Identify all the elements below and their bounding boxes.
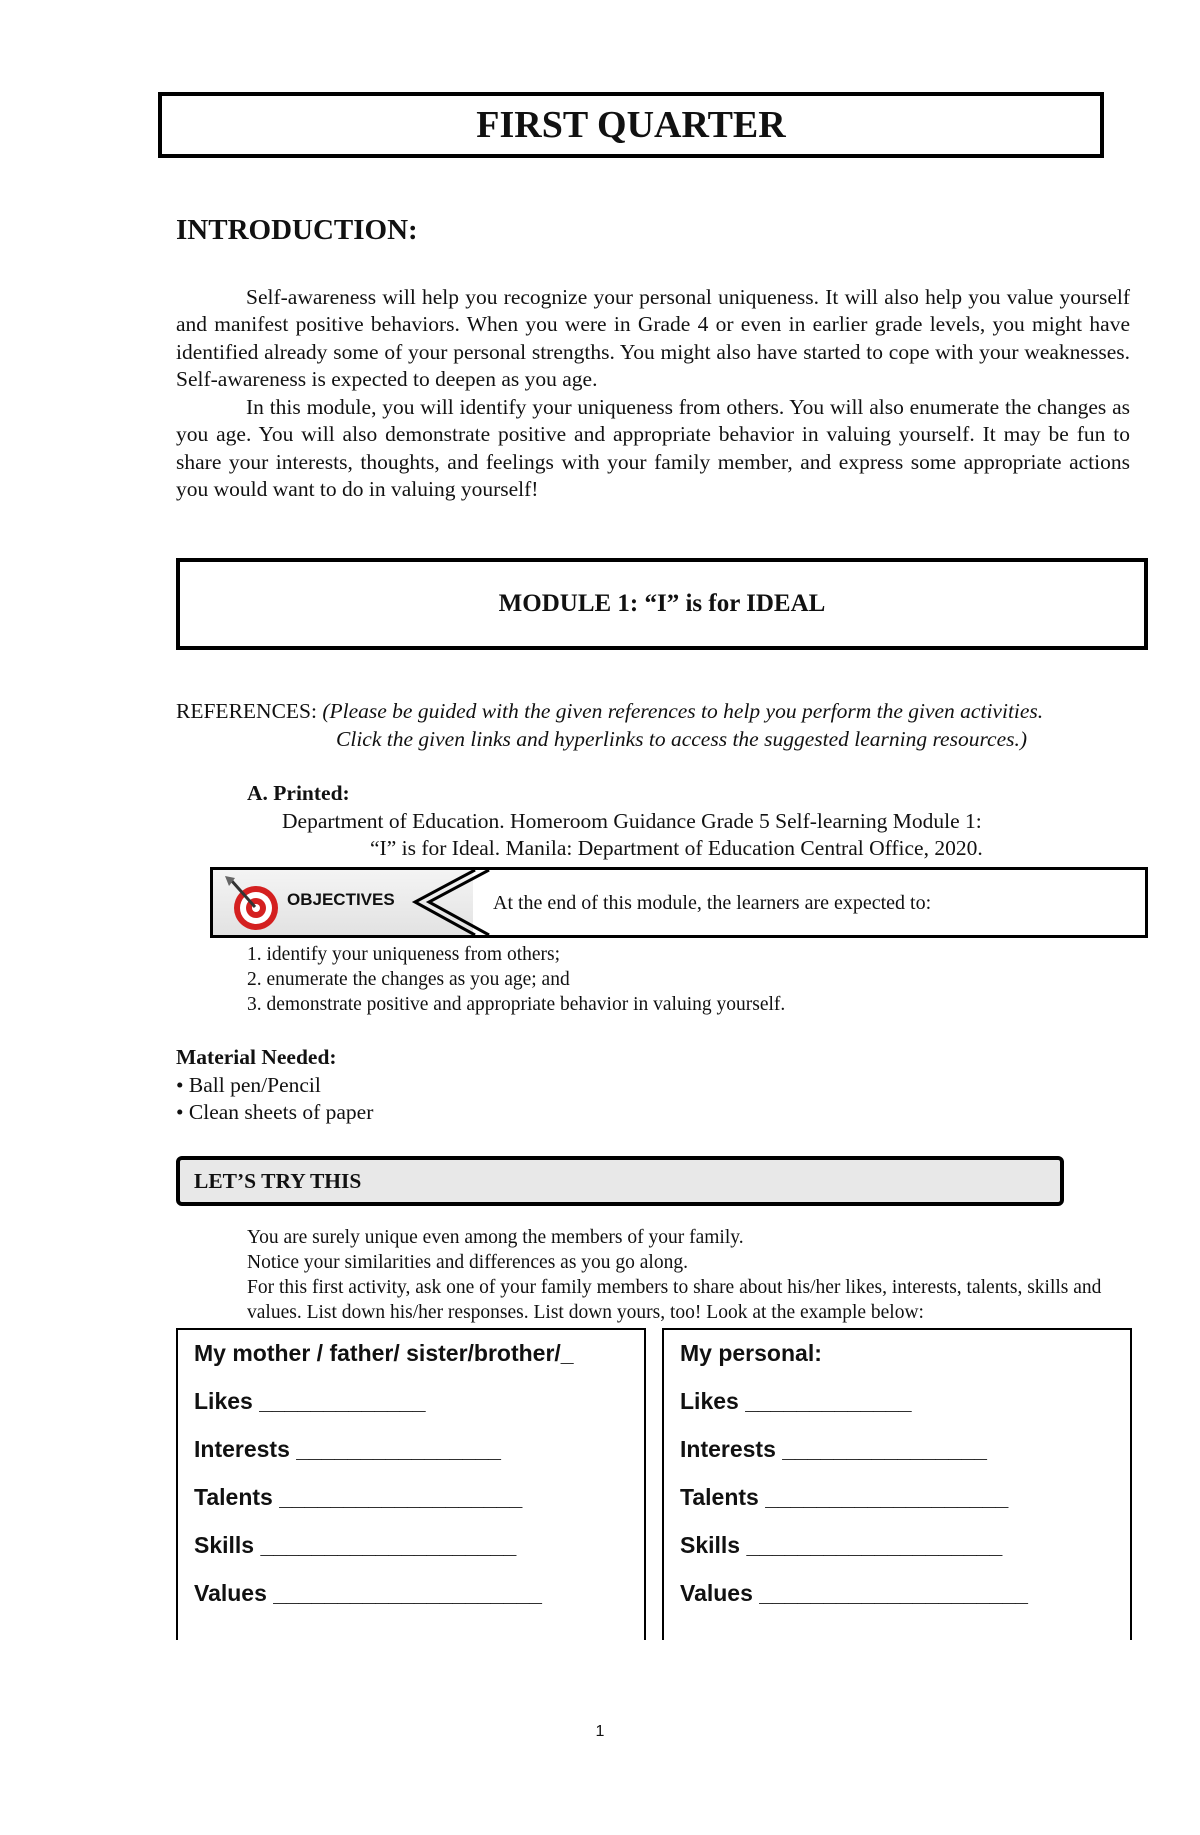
- introduction-heading: INTRODUCTION:: [176, 214, 418, 246]
- material-item: • Ball pen/Pencil: [176, 1072, 321, 1097]
- personal-talents-row: Talents ___________________: [680, 1484, 1009, 1510]
- chevron-left-icon: [401, 870, 491, 935]
- material-item: • Clean sheets of paper: [176, 1100, 374, 1124]
- objectives-list: [247, 942, 785, 1017]
- instruction-line: You are surely unique even among the members of your family.: [247, 1227, 744, 1248]
- printed-reference-line-1: Department of Education. Homeroom Guidance Grade 5 Self-learning Module 1:: [282, 809, 982, 833]
- objective-item: 3. demonstrate positive and appropriate behavior in valuing yourself.: [247, 994, 786, 1015]
- references-section: [176, 697, 1166, 753]
- personal-skills-row: Skills ____________________: [680, 1532, 1003, 1558]
- family-column-title: My mother / father/ sister/brother/_: [194, 1340, 574, 1366]
- printed-reference: [282, 808, 983, 862]
- materials-heading: Material Needed:: [176, 1045, 337, 1069]
- references-label: REFERENCES:: [176, 699, 317, 723]
- lets-try-heading: LET’S TRY THIS: [176, 1156, 1064, 1206]
- instruction-line: Notice your similarities and differences as you go along.: [247, 1252, 688, 1273]
- objectives-banner: [210, 867, 1148, 938]
- personal-column: [662, 1328, 1132, 1640]
- family-likes-row: Likes _____________: [194, 1388, 426, 1414]
- family-interests-row: Interests ________________: [194, 1436, 501, 1462]
- references-note-line-2: Click the given links and hyperlinks to access the suggested learning resources.): [336, 727, 1028, 751]
- personal-values-row: Values _____________________: [680, 1580, 1028, 1606]
- module-title: MODULE 1: “I” is for IDEAL: [176, 558, 1148, 650]
- printed-reference-line-2: “I” is for Ideal. Manila: Department of Education Central Office, 2020.: [370, 836, 983, 860]
- objectives-label: OBJECTIVES: [287, 890, 395, 909]
- introduction-paragraph-1: Self-awareness will help you recognize your personal uniqueness. It will also help you value yourself and manifest positive behaviors. When you were in Grade 4 or even in earlier grade levels, you might have identified already some of your personal strengths. You might also have started to cope with your weaknesses. Self-awareness is expected to deepen as you age.: [176, 285, 1130, 392]
- personal-likes-row: Likes _____________: [680, 1388, 912, 1414]
- objective-item: 2. enumerate the changes as you age; and: [247, 969, 570, 990]
- references-note-line-1: (Please be guided with the given references to help you perform the given activities.: [322, 699, 1044, 723]
- introduction-paragraph-2: In this module, you will identify your uniqueness from others. You will also enumerate the changes as you age. You will also demonstrate positive and appropriate behavior in valuing yourself. It may be fun to share your interests, thoughts, and feelings with your family member, and express some appropriate actions you would want to do in valuing yourself!: [176, 395, 1130, 502]
- family-member-column: [176, 1328, 646, 1640]
- lets-try-instructions: [247, 1225, 1107, 1325]
- objective-item: 1. identify your uniqueness from others;: [247, 944, 561, 965]
- page-number: 1: [595, 1723, 605, 1740]
- family-values-row: Values _____________________: [194, 1580, 542, 1606]
- target-icon: [221, 874, 287, 934]
- instruction-line: For this first activity, ask one of your family members to share about his/her likes, interests, talents, skills and values. List down his/her responses. List down yours, too! Look at the example below:: [247, 1277, 1102, 1323]
- printed-label: A. Printed:: [247, 781, 350, 805]
- materials-section: [176, 1044, 373, 1127]
- personal-interests-row: Interests ________________: [680, 1436, 987, 1462]
- personal-column-title: My personal:: [680, 1340, 822, 1366]
- objectives-intro: At the end of this module, the learners are expected to:: [493, 892, 932, 914]
- page-title: FIRST QUARTER: [158, 92, 1104, 158]
- family-talents-row: Talents ___________________: [194, 1484, 523, 1510]
- family-skills-row: Skills ____________________: [194, 1532, 517, 1558]
